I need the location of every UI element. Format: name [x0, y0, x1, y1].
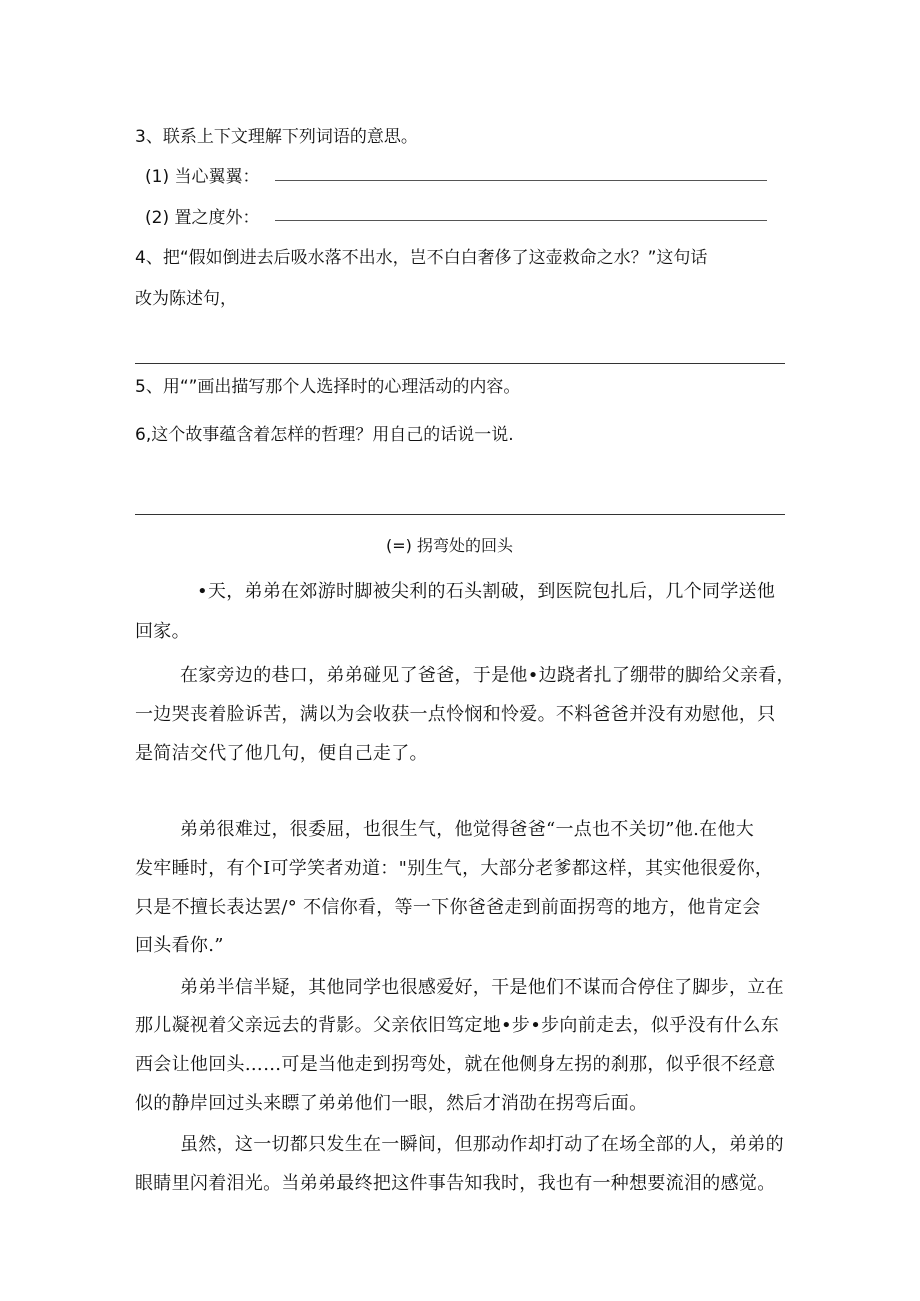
passage-line: 虽然，这一切都只发生在一瞬间，但那动作却打动了在场全部的人，弟弟的: [180, 1134, 784, 1155]
answer-line-6[interactable]: [135, 514, 785, 515]
question-3-2-label: (2) 置之度外：: [145, 208, 260, 228]
passage-line: 发牢睡时，有个I可学笑者劝道："别生气，大部分老爹都这样，其实他很爱你，: [135, 858, 774, 879]
passage-line: 眼睛里闪着泪光。当弟弟最终把这件事告知我时，我也有一种想要流泪的感觉。: [135, 1173, 776, 1194]
passage-line: 只是不擅长表达罢/° 不信你看，等一下你爸爸走到前面拐弯的地方，他肯定会: [135, 897, 761, 918]
passage-line: •天，弟弟在郊游时脚被尖利的石头割破，到医院包扎后，几个同学送他: [197, 581, 776, 602]
passage-line: 回头看你.”: [135, 935, 224, 956]
passage-line: 回家。: [135, 621, 190, 642]
question-6: 6,这个故事蕴含着怎样的哲理？用自己的话说一说.: [135, 425, 514, 445]
answer-line-4[interactable]: [135, 363, 785, 364]
passage-line: 似的静岸回过头来瞟了弟弟他们一眼，然后才消劭在拐弯后面。: [135, 1093, 648, 1114]
passage-line: 那儿凝视着父亲远去的背影。父亲依旧笃定地•步•步向前走去，似乎没有什么东: [135, 1015, 780, 1036]
passage-line: 是简洁交代了他几句，便自己走了。: [135, 743, 428, 764]
question-4-line-2: 改为陈述句，: [135, 289, 237, 309]
passage-title: (=) 拐弯处的回头: [386, 536, 513, 555]
answer-line-3-1[interactable]: [275, 180, 767, 181]
question-3-1-label: (1) 当心翼翼：: [145, 167, 260, 187]
question-3: 3、联系上下文理解下列词语的意思。: [135, 127, 418, 147]
passage-line: 在家旁边的巷口，弟弟碰见了爸爸，于是他•边跷者扎了绷带的脚给父亲看，: [180, 665, 795, 686]
passage-line: 弟弟很难过，很委屈，也很生气，他觉得爸爸“一点也不关切”他.在他大: [180, 819, 755, 840]
question-5: 5、用“”画出描写那个人选择时的心理活动的内容。: [135, 377, 521, 397]
passage-line: 一边哭丧着脸诉苦，满以为会收获一点怜悯和怜爱。不料爸爸并没有劝慰他，只: [135, 704, 776, 725]
passage-line: 弟弟半信半疑，其他同学也很感爱好，干是他们不谋而合停住了脚步，立在: [180, 977, 784, 998]
passage-line: 西会让他回头……可是当他走到拐弯处，就在他侧身左拐的刹那，似乎很不经意: [135, 1054, 776, 1075]
question-4-line-1: 4、把“假如倒进去后吸水落不出水，岂不白白奢侈了这壶救命之水？”这句话: [135, 248, 708, 268]
answer-line-3-2[interactable]: [275, 220, 767, 221]
